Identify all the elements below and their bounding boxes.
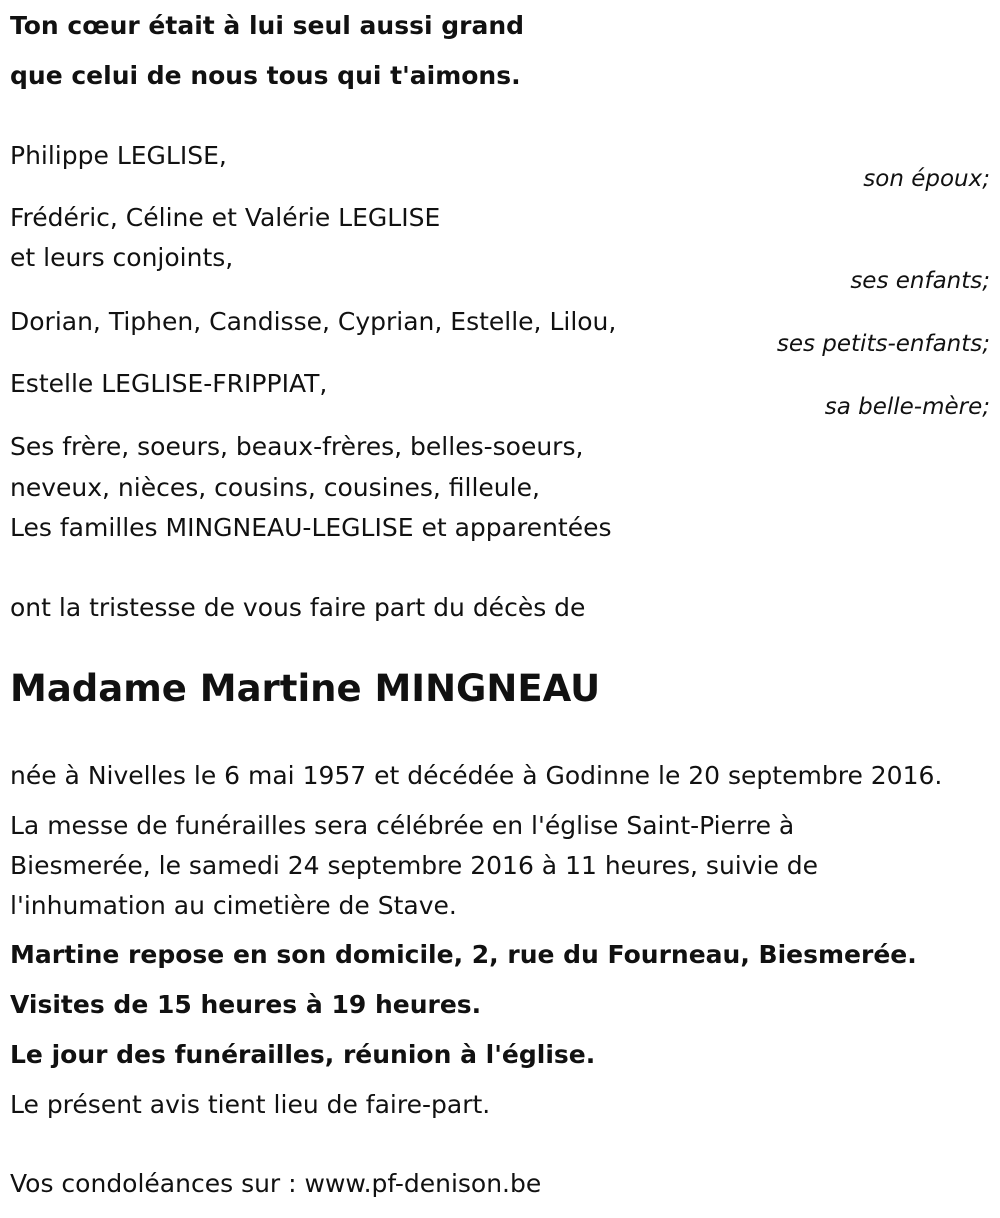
birth-death: née à Nivelles le 6 mai 1957 et décédée à Godinne le 20 septembre 2016. xyxy=(10,761,943,790)
notice: Le présent avis tient lieu de faire-part. xyxy=(10,1090,491,1119)
funeral-line-3: l'inhumation au cimetière de Stave. xyxy=(10,891,457,920)
children-relation: ses enfants; xyxy=(850,268,990,294)
epigraph-line-1: Ton cœur était à lui seul aussi grand xyxy=(10,11,525,40)
grandchildren-relation: ses petits-enfants; xyxy=(776,331,990,357)
rest-place: Martine repose en son domicile, 2, rue du Fourneau, Biesmerée. xyxy=(10,940,917,969)
meeting: Le jour des funérailles, réunion à l'église. xyxy=(10,1040,596,1069)
relatives-line-1: Ses frère, soeurs, beaux-frères, belles-soeurs, xyxy=(10,432,584,461)
spouse-name: Philippe LEGLISE, xyxy=(10,141,227,170)
deceased-name: Madame Martine MINGNEAU xyxy=(10,667,601,710)
children-line-1: Frédéric, Céline et Valérie LEGLISE xyxy=(10,203,441,232)
visits: Visites de 15 heures à 19 heures. xyxy=(10,990,482,1019)
funeral-line-1: La messe de funérailles sera célébrée en l'église Saint-Pierre à xyxy=(10,811,795,840)
mother-in-law-name: Estelle LEGLISE-FRIPPIAT, xyxy=(10,369,328,398)
condolences: Vos condoléances sur : www.pf-denison.be xyxy=(10,1169,542,1198)
announcement: ont la tristesse de vous faire part du décès de xyxy=(10,593,586,622)
funeral-line-2: Biesmerée, le samedi 24 septembre 2016 à 11 heures, suivie de xyxy=(10,851,819,880)
epigraph-line-2: que celui de nous tous qui t'aimons. xyxy=(10,61,521,90)
mother-in-law-relation: sa belle-mère; xyxy=(824,394,990,420)
children-line-2: et leurs conjoints, xyxy=(10,243,234,272)
relatives-line-3: Les familles MINGNEAU-LEGLISE et apparentées xyxy=(10,513,612,542)
grandchildren-names: Dorian, Tiphen, Candisse, Cyprian, Estelle, Lilou, xyxy=(10,307,617,336)
relatives-line-2: neveux, nièces, cousins, cousines, filleule, xyxy=(10,473,540,502)
spouse-relation: son époux; xyxy=(863,166,990,192)
